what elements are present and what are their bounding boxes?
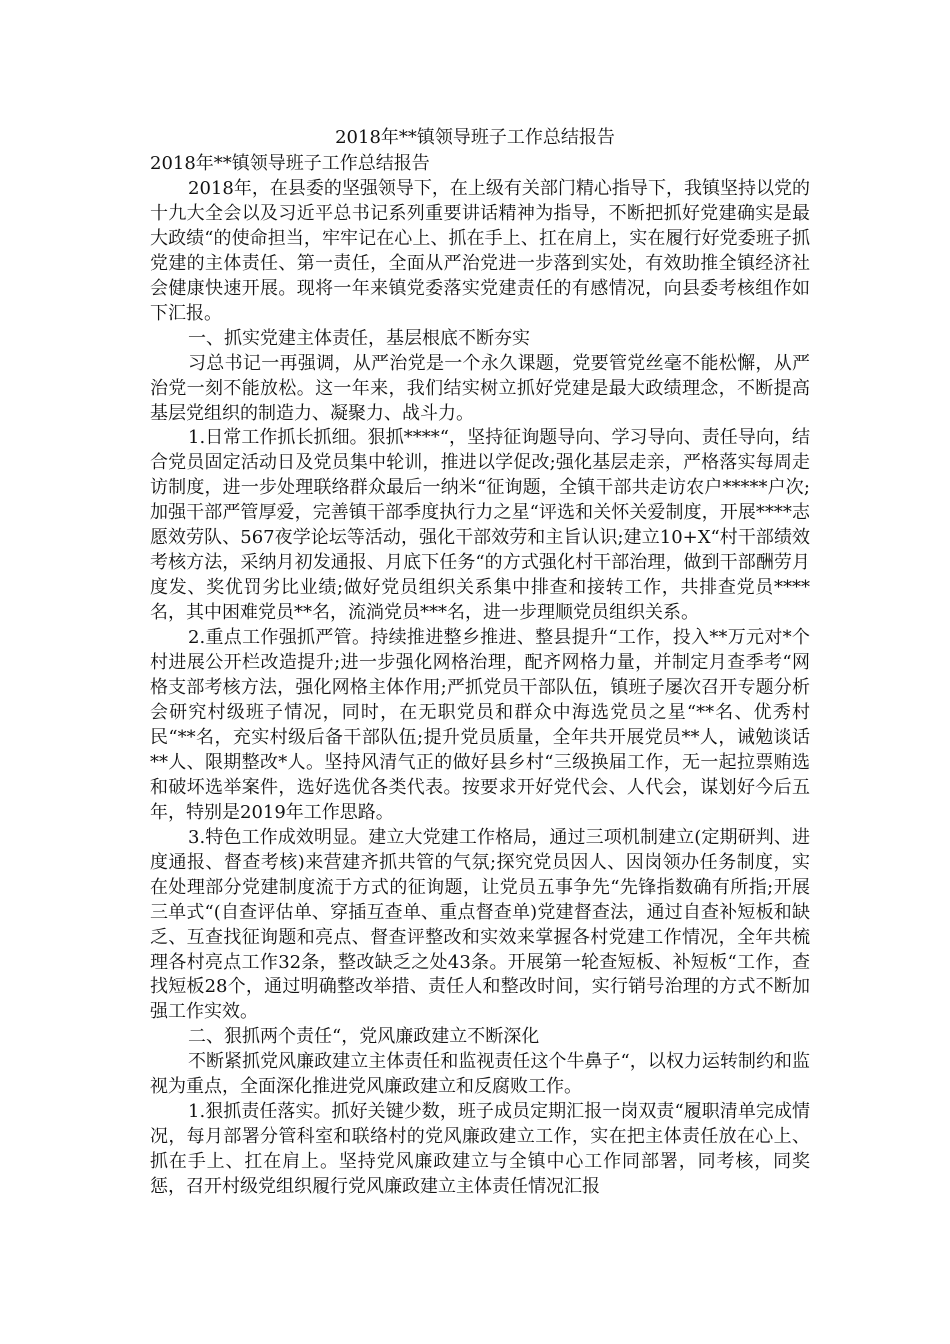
document-body — [150, 152, 810, 1200]
document-paragraph: 1.日常工作抓长抓细。狠抓****“，坚持征询题导向、学习导向、责任导向，结合党员固定活动日及党员集中轮训，推进以学促改;强化基层走亲，严格落实每周走访制度，进一步处理联络群众最后一纳米“征询题，全镇干部共走访农户*****户次;加强干部严管厚爱，完善镇干部季度执行力之星“评选和关怀关爱制度，开展****志愿效劳队、567夜学论坛等活动，强化干部效劳和主旨认识;建立10+X“村干部绩效考核方法，采纳月初发通报、月底下任务“的方式强化村干部治理，做到干部酬劳月度发、奖优罚劣比业绩;做好党员组织关系集中排查和接转工作，共排查党员****名，其中困难党员**名，流淌党员***名，进一步理顺党员组织关系。 — [150, 427, 810, 624]
document-heading-line: 2018年**镇领导班子工作总结报告 — [150, 153, 430, 174]
document-paragraph: 3.特色工作成效明显。建立大党建工作格局，通过三项机制建立(定期研判、进度通报、督查考核)来营建齐抓共管的气氛;探究党员因人、因岗领办任务制度，实在处理部分党建制度流于方式的征询题，让党员五事争先“先锋指数确有所指;开展三单式“(自查评估单、穿插互查单、重点督查单)党建督查法，通过自查补短板和缺乏、互查找征询题和亮点、督查评整改和实效来掌握各村党建工作情况，全年共梳理各村亮点工作32条，整改缺乏之处43条。开展第一轮查短板、补短板“工作，查找短板28个，通过明确整改举措、责任人和整改时间，实行销号治理的方式不断加强工作实效。 — [150, 826, 810, 1023]
document-paragraph: 习总书记一再强调，从严治党是一个永久课题，党要管党丝毫不能松懈，从严治党一刻不能放松。这一年来，我们结实树立抓好党建是最大政绩理念，不断提高基层党组织的制造力、凝聚力、战斗力。 — [150, 352, 810, 424]
document-paragraph: 不断紧抓党风廉政建立主体责任和监视责任这个牛鼻子“，以权力运转制约和监视为重点，全面深化推进党风廉政建立和反腐败工作。 — [150, 1051, 810, 1098]
document-title: 2018年**镇领导班子工作总结报告 — [335, 127, 615, 148]
document-paragraph: 2.重点工作强抓严管。持续推进整乡推进、整县提升“工作，投入**万元对*个村进展公开栏改造提升;进一步强化网格治理，配齐网格力量，并制定月查季考“网格支部考核方法，强化网格主体作用;严抓党员干部队伍，镇班子屡次召开专题分析会研究村级班子情况，同时，在无职党员和群众中海选党员之星“**名、优秀村民“**名，充实村级后备干部队伍;提升党员质量，全年共开展党员**人，诫勉谈话**人、限期整改*人。坚持风清气正的做好县乡村“三级换届工作，无一起拉票贿选和破坏选举案件，选好选优各类代表。按要求开好党代会、人代会，谋划好今后五年，特别是2019年工作思路。 — [150, 627, 810, 823]
document-paragraph: 1.狠抓责任落实。抓好关键少数，班子成员定期汇报一岗双责“履职清单完成情况，每月部署分管科室和联络村的党风廉政建立工作，实在把主体责任放在心上、抓在手上、扛在肩上。坚持党风廉政建立与全镇中心工作同部署，同考核，同奖惩，召开村级党组织履行党风廉政建立主体责任情况汇报 — [150, 1101, 810, 1198]
document-paragraph: 2018年，在县委的坚强领导下，在上级有关部门精心指导下，我镇坚持以党的十九大全会以及习近平总书记系列重要讲话精神为指导，不断把抓好党建确实是最大政绩“的使命担当，牢牢记在心上、抓在手上、扛在肩上，实在履行好党委班子抓党建的主体责任、第一责任，全面从严治党进一步落到实处，有效助推全镇经济社会健康快速开展。现将一年来镇党委落实党建责任的有感情况，向县委考核组作如下汇报。 — [150, 177, 810, 324]
document-paragraph: 二、狠抓两个责任“，党风廉政建立不断深化 — [188, 1026, 540, 1048]
document-paragraph: 一、抓实党建主体责任，基层根底不断夯实 — [188, 327, 530, 349]
